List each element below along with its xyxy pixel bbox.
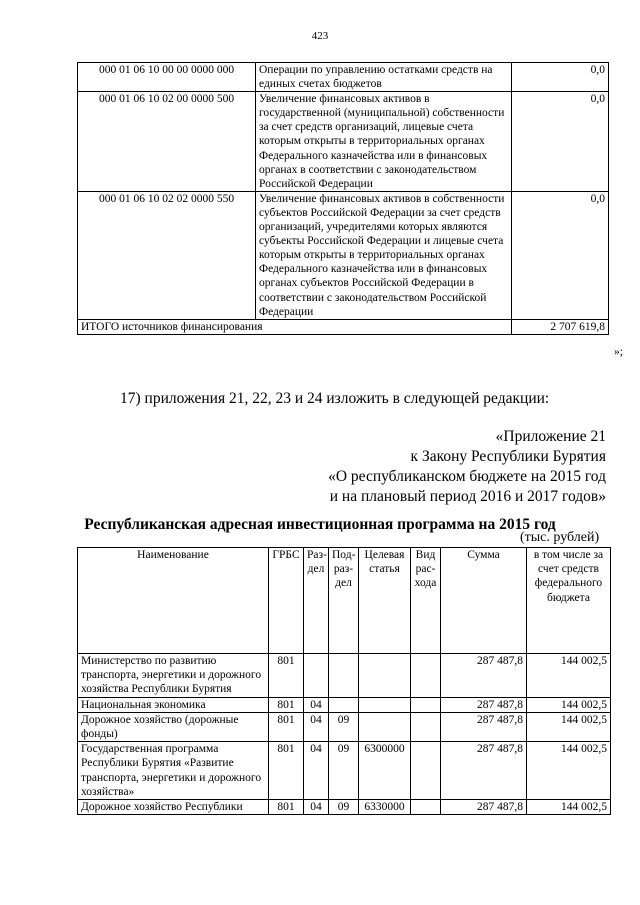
source-code-cell: 000 01 06 10 00 00 0000 000 (78, 63, 256, 92)
razdel-cell (304, 654, 329, 698)
target-cell (359, 697, 411, 712)
header-target: Целевая статья (359, 548, 411, 654)
vid-cell (411, 697, 441, 712)
program-name-cell: Дорожное хозяйство Республики (78, 800, 269, 815)
vid-cell (411, 800, 441, 815)
table-row (78, 742, 611, 800)
appendix-line-4: и на плановый период 2016 и 2017 годов» (329, 488, 606, 505)
federal-cell: 144 002,5 (527, 697, 611, 712)
sum-cell: 287 487,8 (441, 697, 527, 712)
federal-cell: 144 002,5 (527, 654, 611, 698)
podrazdel-cell (329, 697, 359, 712)
podrazdel-cell: 09 (329, 742, 359, 800)
source-amount-cell: 0,0 (512, 191, 609, 319)
target-cell (359, 712, 411, 741)
header-federal: в том числе за счет средств федерального бюджета (527, 548, 611, 654)
razdel-cell: 04 (304, 697, 329, 712)
header-podrazdel: Под-раз-дел (329, 548, 359, 654)
source-code-cell: 000 01 06 10 02 00 0000 500 (78, 92, 256, 192)
header-vid: Вид рас-хода (411, 548, 441, 654)
podrazdel-cell: 09 (329, 712, 359, 741)
grbs-cell: 801 (269, 800, 304, 815)
razdel-cell: 04 (304, 712, 329, 741)
header-razdel: Раз-дел (304, 548, 329, 654)
sum-cell: 287 487,8 (441, 742, 527, 800)
sum-cell: 287 487,8 (441, 654, 527, 698)
source-amount-cell: 0,0 (512, 92, 609, 192)
source-code-cell: 000 01 06 10 02 02 0000 550 (78, 191, 256, 319)
program-name-cell: Дорожное хозяйство (дорожные фонды) (78, 712, 269, 741)
federal-cell: 144 002,5 (527, 742, 611, 800)
appendix-header (300, 427, 606, 507)
source-name-cell: Увеличение финансовых активов в государственной (муниципальной) собственности за счет средств организаций, лицевые счета которым открыты в территориальных органах Федерального казначейства или в финансовых органах в соответствии с законодательством Российской Федерации (256, 92, 512, 192)
target-cell: 6330000 (359, 800, 411, 815)
table-row (78, 191, 609, 319)
investment-program-table (77, 547, 611, 815)
table-row (78, 63, 609, 92)
sum-cell: 287 487,8 (441, 800, 527, 815)
federal-cell: 144 002,5 (527, 712, 611, 741)
razdel-cell: 04 (304, 800, 329, 815)
table-row (78, 92, 609, 192)
vid-cell (411, 712, 441, 741)
razdel-cell: 04 (304, 742, 329, 800)
source-amount-cell: 0,0 (512, 63, 609, 92)
program-title: Республиканская адресная инвестиционная программа на 2015 год (84, 516, 556, 533)
podrazdel-cell (329, 654, 359, 698)
program-name-cell: Национальная экономика (78, 697, 269, 712)
header-name: Наименование (78, 548, 269, 654)
target-cell: 6300000 (359, 742, 411, 800)
vid-cell (411, 654, 441, 698)
appendix-line-1: «Приложение 21 (495, 428, 606, 445)
table-row (78, 654, 611, 698)
table-row (78, 712, 611, 741)
source-name-cell: Увеличение финансовых активов в собственности субъектов Российской Федерации за счет средств организаций, учредителями которых являются субъекты Российской Федерации и лицевые счета которым открыты в территориальных органах Федерального казначейства или в финансовых органах субъектов Российской Федерации в соответствии с законодательством Российской Федерации (256, 191, 512, 319)
header-grbs: ГРБС (269, 548, 304, 654)
financing-sources-table (77, 62, 609, 335)
grbs-cell: 801 (269, 742, 304, 800)
program-name-cell: Государственная программа Республики Бурятия «Развитие транспорта, энергетики и дорожного хозяйства» (78, 742, 269, 800)
appendix-line-3: «О республиканском бюджете на 2015 год (328, 468, 606, 485)
total-label: ИТОГО источников финансирования (78, 319, 512, 334)
vid-cell (411, 742, 441, 800)
closing-quote: »; (614, 346, 623, 358)
units-label: (тыс. рублей) (520, 530, 600, 545)
federal-cell: 144 002,5 (527, 800, 611, 815)
grbs-cell: 801 (269, 697, 304, 712)
table-row (78, 800, 611, 815)
header-sum: Сумма (441, 548, 527, 654)
program-name-cell: Министерство по развитию транспорта, энергетики и дорожного хозяйства Республики Бурятия (78, 654, 269, 698)
source-name-cell: Операции по управлению остатками средств на единых счетах бюджетов (256, 63, 512, 92)
total-amount: 2 707 619,8 (512, 319, 609, 334)
table-row (78, 697, 611, 712)
target-cell (359, 654, 411, 698)
page-number: 423 (311, 30, 329, 42)
podrazdel-cell: 09 (329, 800, 359, 815)
sum-cell: 287 487,8 (441, 712, 527, 741)
appendix-line-2: к Закону Республики Бурятия (410, 448, 606, 465)
grbs-cell: 801 (269, 654, 304, 698)
item-17-text: 17) приложения 21, 22, 23 и 24 изложить в следующей редакции: (120, 390, 550, 407)
total-row (78, 319, 609, 334)
grbs-cell: 801 (269, 712, 304, 741)
